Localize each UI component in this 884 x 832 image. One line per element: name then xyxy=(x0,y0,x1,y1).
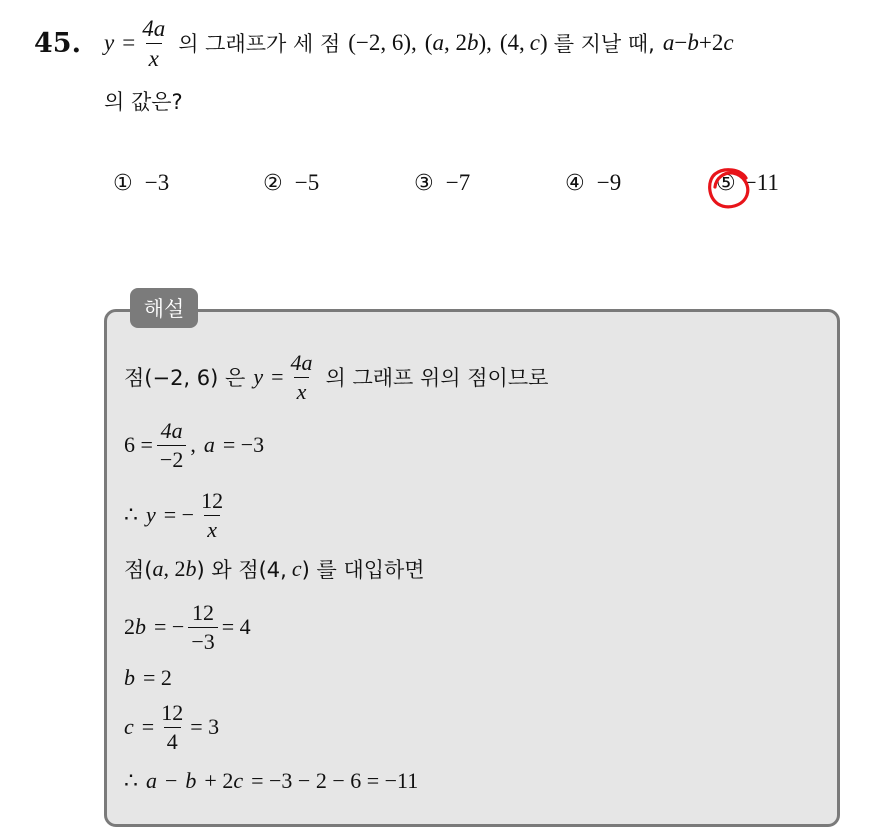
s2-a: a xyxy=(203,432,215,457)
point-2-a: a xyxy=(432,30,444,55)
s8-minus: − xyxy=(165,768,178,793)
question-number: 45. xyxy=(34,28,81,59)
solution-line-6 xyxy=(124,662,172,694)
s4-text3: ) 를 대입하면 xyxy=(301,558,425,582)
point-1: (−2, 6), xyxy=(348,30,417,55)
s1-fraction xyxy=(288,349,316,404)
answer-choices xyxy=(0,170,884,206)
s1-text2: 의 그래프 위의 점이므로 xyxy=(325,366,549,390)
point-3-c: c xyxy=(529,30,541,55)
s6-rhs: = 2 xyxy=(143,665,172,690)
s7-fraction xyxy=(158,699,186,754)
s5-b: b xyxy=(135,614,146,639)
solution-line-5 xyxy=(124,596,251,658)
s3-therefore: ∴ xyxy=(124,502,138,527)
s4-a: a xyxy=(152,556,164,581)
point-2-b: b xyxy=(466,30,479,55)
expr-plus-2: +2 xyxy=(698,30,724,55)
eq-fraction xyxy=(139,17,168,70)
point-2-sep: , 2 xyxy=(443,30,467,55)
s8-plus-2: + 2 xyxy=(204,768,234,793)
choice-2-value: −5 xyxy=(294,170,320,195)
choice-4[interactable] xyxy=(565,170,621,196)
expr-c: c xyxy=(723,30,734,55)
point-2-close: ), xyxy=(478,30,492,55)
s8-b: b xyxy=(185,768,197,793)
question-text-line2: 의 값은? xyxy=(104,90,183,114)
choice-1[interactable] xyxy=(113,170,169,196)
question-line-1 xyxy=(104,12,734,74)
s8-rhs: = −3 − 2 − 6 = −11 xyxy=(251,768,419,793)
s3-numerator: 12 xyxy=(201,487,224,513)
s5-fraction xyxy=(188,599,217,654)
choice-1-mark: ① xyxy=(113,170,133,196)
eq-equals: = xyxy=(122,30,136,55)
eq-numerator: 4a xyxy=(142,15,166,41)
eq-denominator: x xyxy=(146,43,162,70)
choice-3[interactable] xyxy=(414,170,470,196)
s5-lhs: 2 xyxy=(124,614,135,639)
s5-eq: = − xyxy=(154,614,185,639)
s3-eq: = − xyxy=(163,502,195,527)
expr-b: b xyxy=(687,30,699,55)
s8-therefore: ∴ xyxy=(124,768,138,793)
s2-fraction xyxy=(157,417,186,472)
s1-numerator: 4a xyxy=(290,349,313,375)
choice-5-value: −11 xyxy=(743,170,779,195)
s2-denominator: −2 xyxy=(157,445,186,471)
question-text-part1: 의 그래프가 세 점 xyxy=(178,32,341,56)
s4-c: c xyxy=(291,556,302,581)
expr-a: a xyxy=(662,30,675,55)
s3-fraction xyxy=(198,487,226,542)
s6-b: b xyxy=(124,665,135,690)
question-line-2 xyxy=(104,84,183,118)
solution-line-2 xyxy=(124,414,264,476)
choice-2-mark: ② xyxy=(263,170,283,196)
s2-numerator: 4a xyxy=(160,417,183,443)
s8-a: a xyxy=(146,768,157,793)
point-2-open: ( xyxy=(424,30,433,55)
point-3-open: (4, xyxy=(499,30,525,55)
choice-1-value: −3 xyxy=(144,170,170,195)
s4-text2: ) 와 점(4, xyxy=(196,558,287,582)
choice-5-mark: ⑤ xyxy=(716,170,736,196)
s1-y: y xyxy=(253,364,264,389)
s4-mid: , 2 xyxy=(163,556,186,581)
choice-4-value: −9 xyxy=(596,170,622,195)
s7-c: c xyxy=(124,714,134,739)
s8-c: c xyxy=(233,768,244,793)
s7-rhs: = 3 xyxy=(190,714,220,739)
s5-numerator: 12 xyxy=(192,599,215,625)
choice-2[interactable] xyxy=(263,170,319,196)
s1-text1: 점(−2, 6) 은 xyxy=(124,366,246,390)
choice-3-value: −7 xyxy=(445,170,471,195)
s5-rhs: = 4 xyxy=(221,614,251,639)
eq-y: y xyxy=(104,30,115,55)
s3-y: y xyxy=(146,502,156,527)
solution-line-1 xyxy=(124,346,548,408)
s3-denominator: x xyxy=(204,515,220,541)
s1-eq: = xyxy=(271,364,284,389)
solution-line-3 xyxy=(124,484,230,546)
s7-eq: = xyxy=(141,714,155,739)
expr-minus: − xyxy=(674,30,688,55)
point-3-close: ) xyxy=(540,30,548,55)
solution-line-7 xyxy=(124,696,219,758)
choice-4-mark: ④ xyxy=(565,170,585,196)
s5-denominator: −3 xyxy=(188,627,217,653)
solution-line-8 xyxy=(124,764,418,798)
s2-lhs: 6 = xyxy=(124,432,153,457)
s7-denominator: 4 xyxy=(164,727,181,753)
solution-label: 해설 xyxy=(130,288,198,328)
choice-5[interactable] xyxy=(716,170,779,196)
s2-comma: , xyxy=(190,432,196,457)
solution-line-4 xyxy=(124,552,425,586)
s7-numerator: 12 xyxy=(161,699,184,725)
question-text-part2: 를 지날 때, xyxy=(553,32,655,56)
s4-text1: 점( xyxy=(124,558,153,582)
choice-3-mark: ③ xyxy=(414,170,434,196)
s1-denominator: x xyxy=(294,377,310,403)
s4-b: b xyxy=(185,556,197,581)
s2-rhs: = −3 xyxy=(222,432,265,457)
